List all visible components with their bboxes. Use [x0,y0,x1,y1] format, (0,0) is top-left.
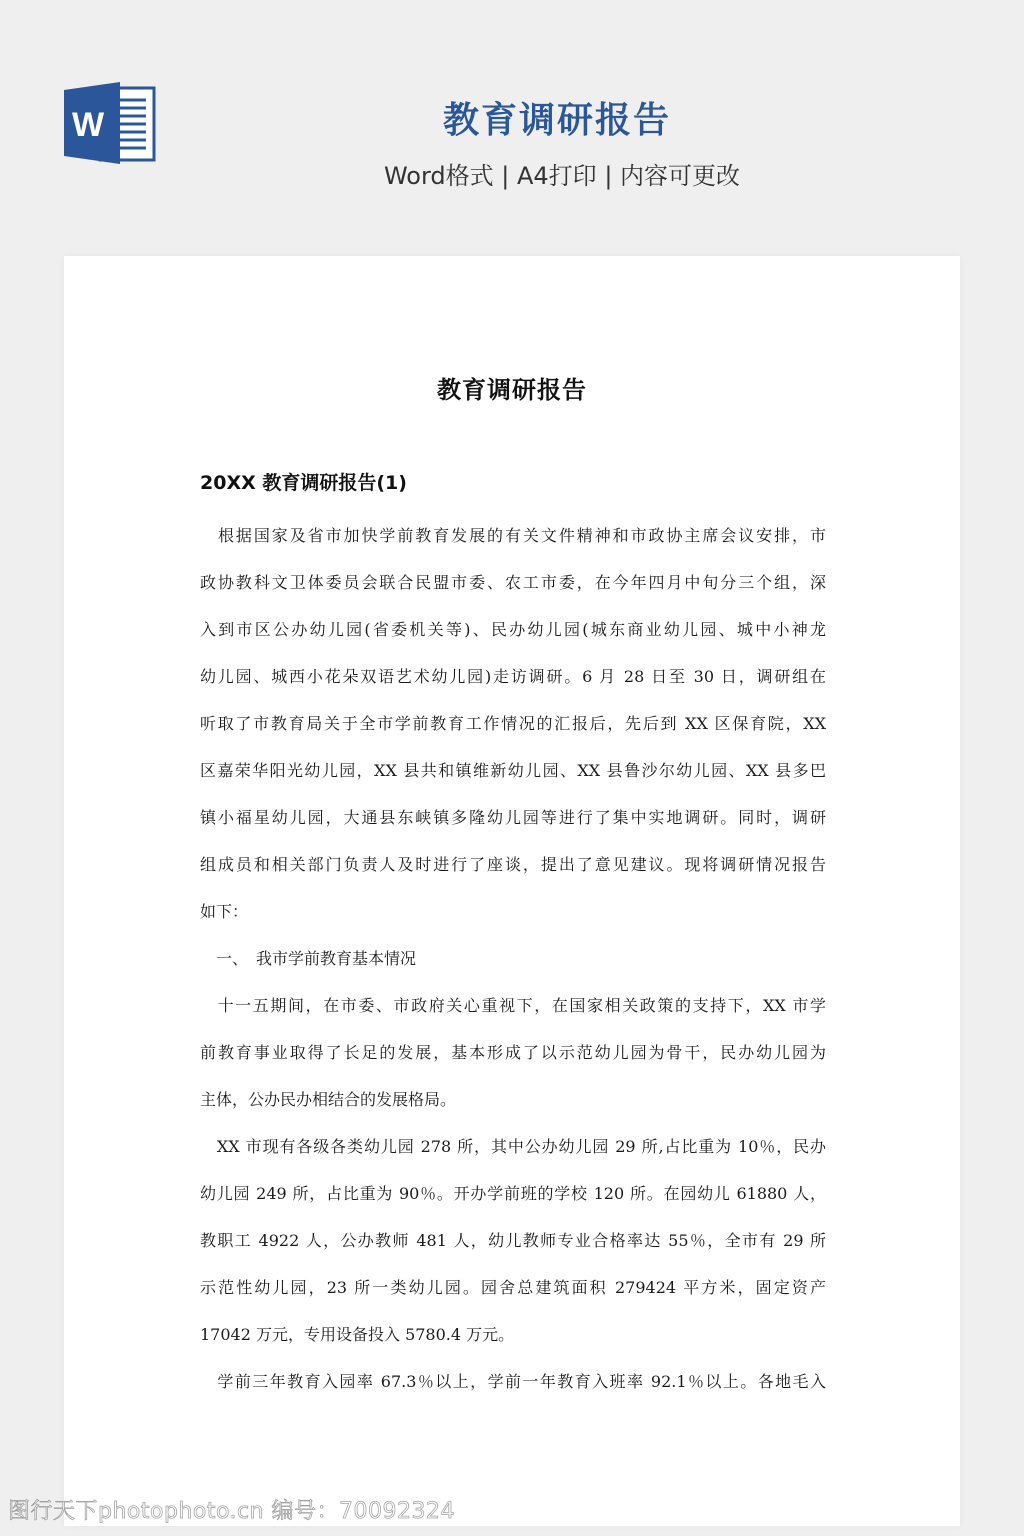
document-line: 听取了市教育局关于全市学前教育工作情况的汇报后，先后到 XX 区保育院，XX [200,714,826,733]
svg-text:W: W [71,106,105,144]
document-line: XX 市现有各级各类幼儿园 278 所，其中公办幼儿园 29 所,占比重为 10％，民办 [200,1137,826,1156]
header-title: 教育调研报告 [442,100,671,141]
document-line: 一、 我市学前教育基本情况 [200,949,417,968]
watermark-text: 图行天下photophoto.cn 编号：70092324 [8,1499,456,1524]
document-line: 十一五期间，在市委、市政府关心重视下，在国家相关政策的支持下，XX 市学 [200,996,826,1015]
document-line: 主体，公办民办相结合的发展格局。 [200,1090,457,1109]
header-subtitle: Word格式 | A4打印 | 内容可更改 [383,162,741,190]
document-line: 教职工 4922 人，公办教师 481 人，幼儿教师专业合格率达 55％，全市有 29 所 [200,1231,826,1250]
document-line: 示范性幼儿园，23 所一类幼儿园。园舍总建筑面积 279424 平方米，固定资产 [200,1278,826,1297]
document-line: 区嘉荣华阳光幼儿园，XX 县共和镇维新幼儿园、XX 县鲁沙尔幼儿园、XX 县多巴 [200,761,826,780]
document-line: 17042 万元，专用设备投入 5780.4 万元。 [200,1325,515,1344]
document-line: 幼儿园、城西小花朵双语艺术幼儿园)走访调研。6 月 28 日至 30 日，调研组在 [200,667,826,686]
document-page [64,256,960,1526]
document-line: 学前三年教育入园率 67.3％以上，学前一年教育入班率 92.1％以上。各地毛入 [200,1372,826,1391]
document-line: 幼儿园 249 所，占比重为 90％。开办学前班的学校 120 所。在园幼儿 61880 人， [200,1184,826,1203]
section-heading: 20XX 教育调研报告(1) [200,472,407,494]
document-line: 如下： [200,902,249,921]
document-line: 镇小福星幼儿园，大通县东峡镇多隆幼儿园等进行了集中实地调研。同时，调研 [200,808,826,827]
document-line: 前教育事业取得了长足的发展，基本形成了以示范幼儿园为骨干，民办幼儿园为 [200,1043,826,1062]
document-title: 教育调研报告 [437,376,587,404]
document-body [200,512,826,1405]
document-line: 入到市区公办幼儿园(省委机关等)、民办幼儿园(城东商业幼儿园、城中小神龙 [200,620,826,639]
document-line: 组成员和相关部门负责人及时进行了座谈，提出了意见建议。现将调研情况报告 [200,855,826,874]
document-line: 政协教科文卫体委员会联合民盟市委、农工市委，在今年四月中旬分三个组，深 [200,573,826,592]
document-line: 根据国家及省市加快学前教育发展的有关文件精神和市政协主席会议安排，市 [200,526,826,545]
